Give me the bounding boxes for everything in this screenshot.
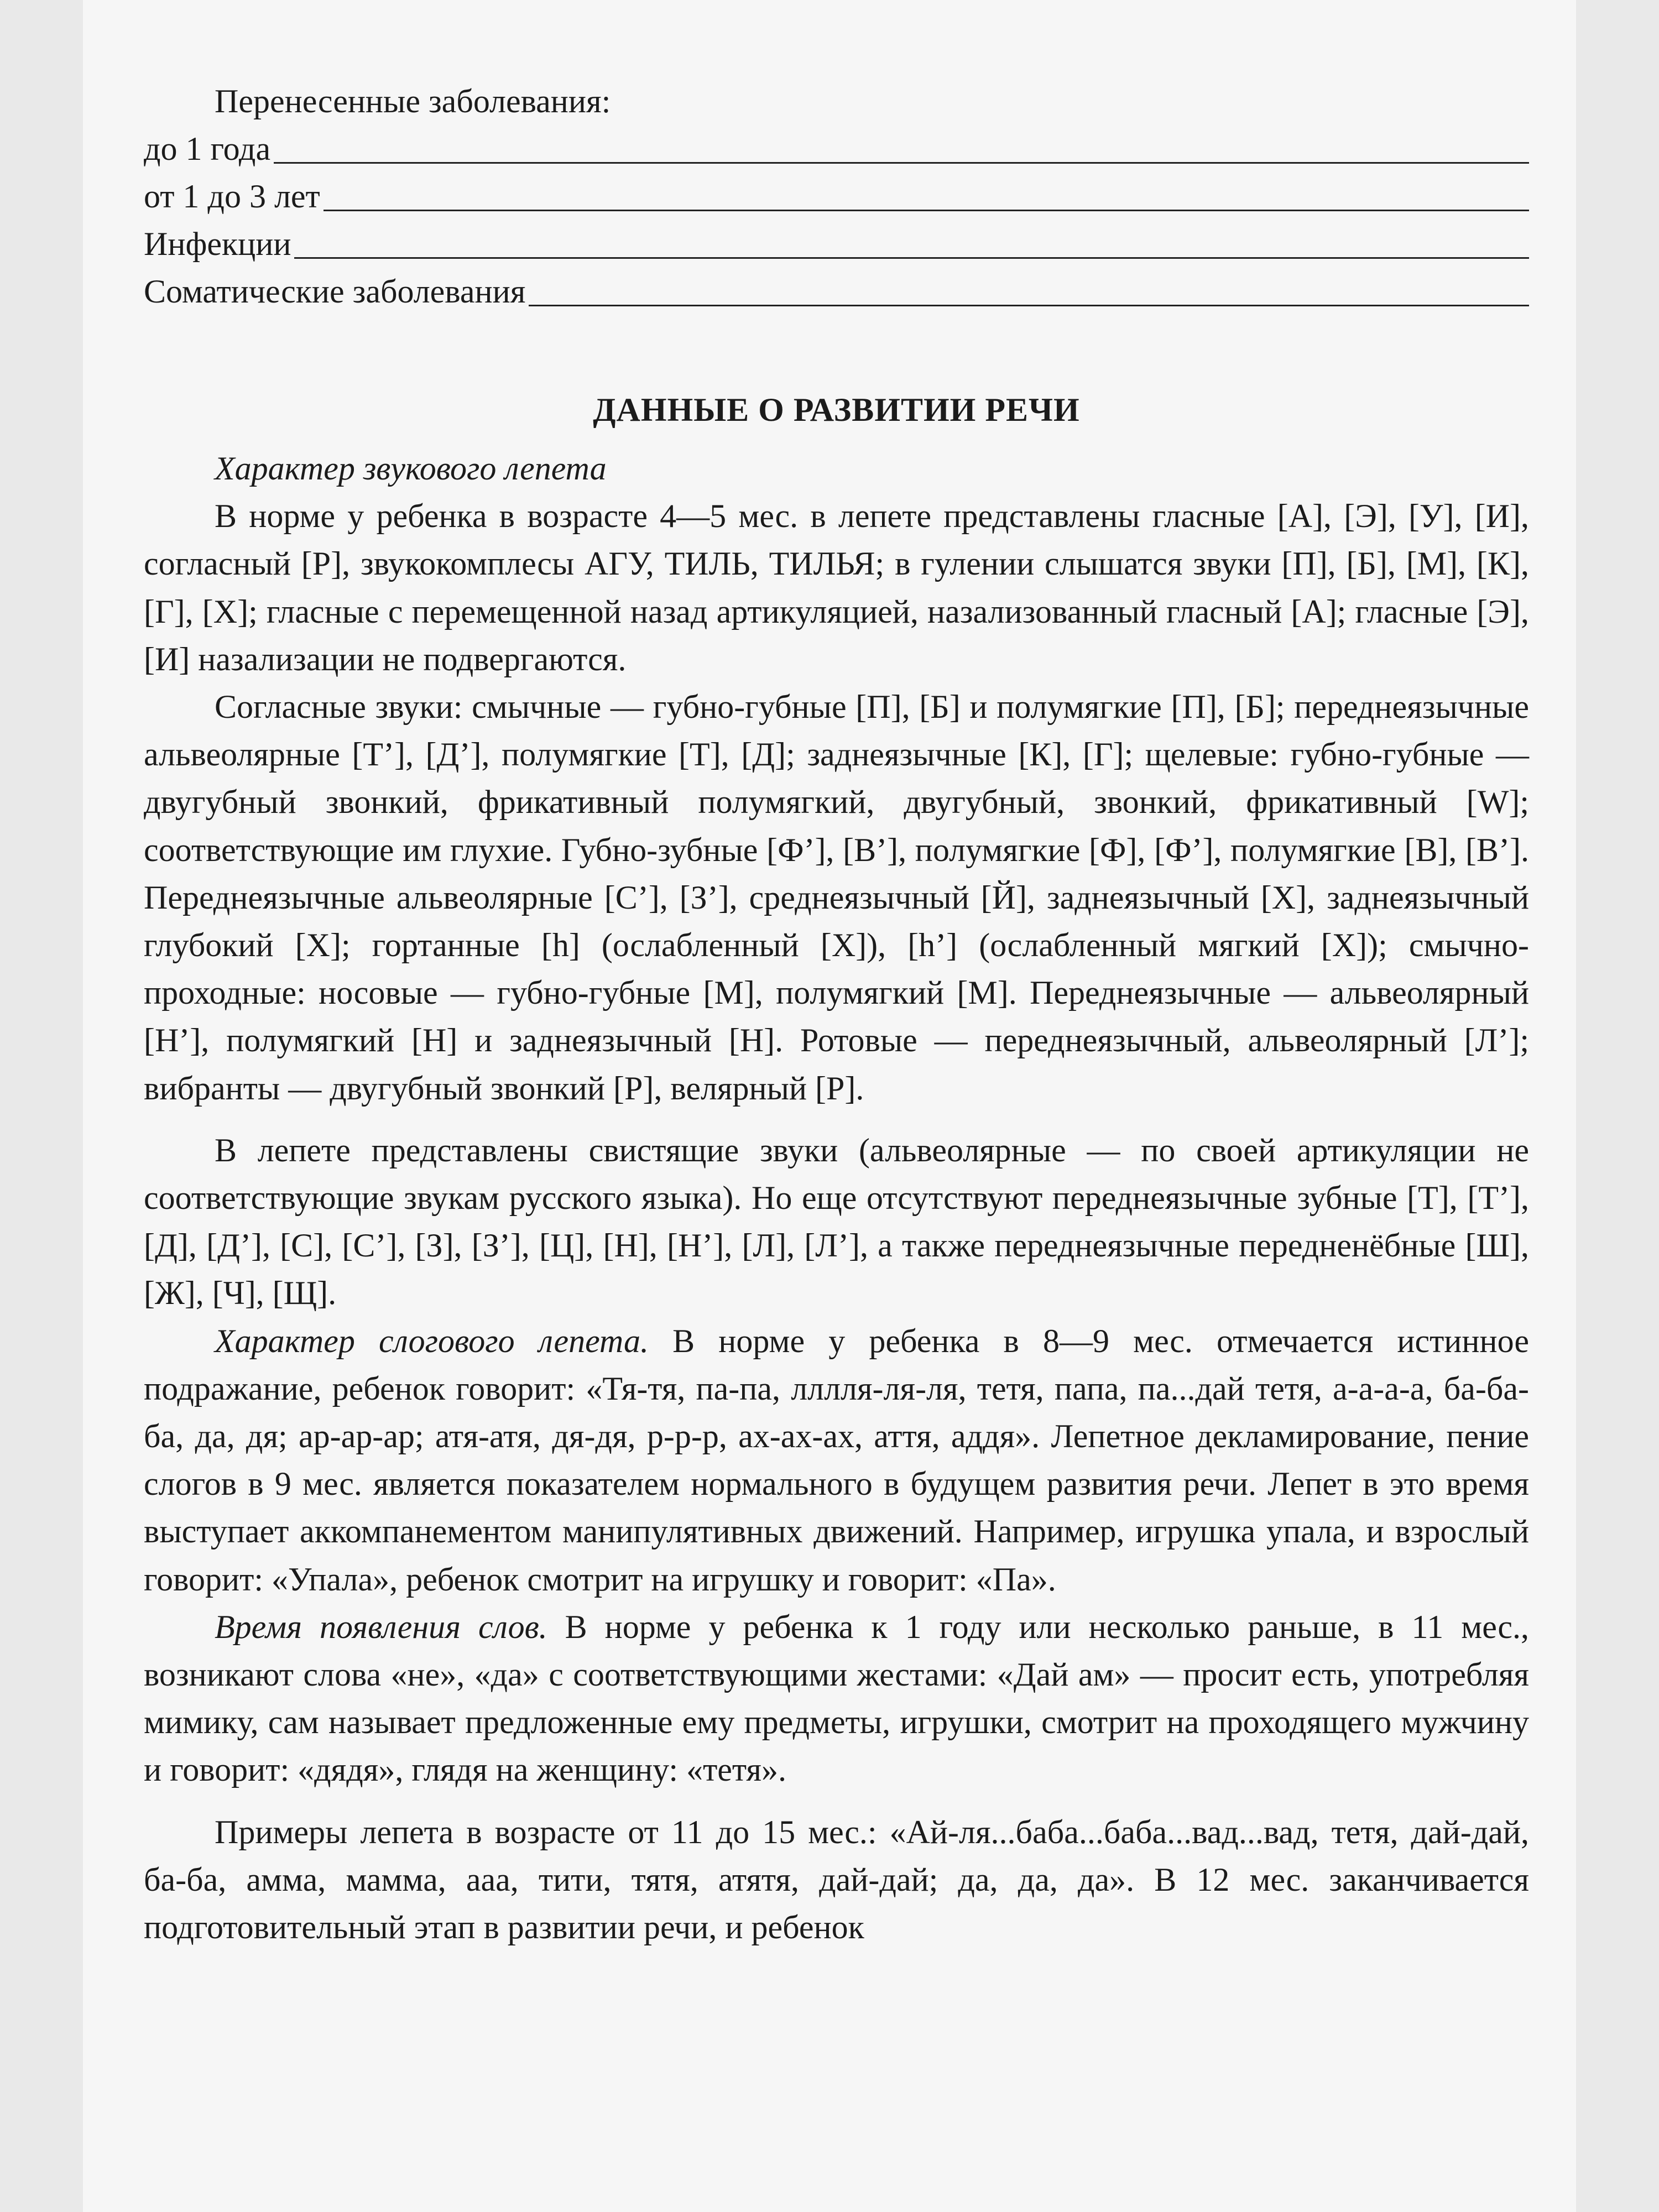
subsection-heading: Характер звукового лепета	[215, 450, 607, 487]
form-heading: Перенесенные заболевания:	[215, 83, 611, 119]
paragraph-text: В норме у ребенка к 1 году или несколько раньше, в 11 мес., возникают слова «не», «да» с соответствующими жестами: «Дай ам» — просит есть, употребляя мимику, сам называет предложенные ему предметы, игрушки, смотрит на проходящего мужчину и говорит: «дядя», глядя на женщину: «тетя».	[144, 1608, 1529, 1788]
paragraph-text: В норме у ребенка в 8—9 мес. отмечается истинное подражание, ребенок говорит: «Тя-тя, па-па, лллля-ля-ля, тетя, папа, па...дай тетя, а-а-а-а, ба-ба-ба, да, дя; ар-ар-ар; атя-атя, дя-дя, р-р-р, ах-ах-ах, аття, аддя». Лепетное декламирование, пение слогов в 9 мес. является показателем нормального в будущем развития речи. Лепет в это время выступает аккомпанементом манипулятивных движений. Например, игрушка упала, и взрослый говорит: «Упала», ребенок смотрит на игрушку и говорит: «Па».	[144, 1322, 1530, 1598]
paragraph-sound-babble: В норме у ребенка в возрасте 4—5 мес. в лепете представлены гласные [А], [Э], [У], [И], согласный [Р], звукокомплесы АГУ, ТИЛЬ, ТИЛЬЯ; в гулении слышатся звуки [П], [Б], [М], [К], [Г], [Х]; гласные с перемещенной назад артикуляцией, назализованный гласный [А]; гласные [Э], [И] назализации не подвергаются.	[144, 498, 1529, 677]
form-row-1-to-3-years	[144, 173, 1529, 220]
page-content	[144, 77, 1529, 1951]
book-page	[83, 0, 1576, 2212]
paragraph-consonants: Согласные звуки: смычные — губно-губные [П], [Б] и полумягкие [П], [Б]; переднеязычные альвеолярные [Т’], [Д’], полумягкие [Т], [Д]; заднеязычные [К], [Г]; щелевые: губно-губные — двугубный звонкий, фрикативный полумягкий, двугубный, звонкий, фрикативный [W]; соответствующие им глухие. Губно-зубные [Ф’], [В’], полумягкие [Ф], [Ф’], полумягкие [В], [В’]. Переднеязычные альвеолярные [С’], [З’], среднеязычный [Й], заднеязычный [Х], заднеязычный глубокий [Х]; гортанные [h] (ослабленный [Х]), [h’] (ослабленный мягкий [Х]); смычно-проходные: носовые — губно-губные [М], полумягкий [М]. Переднеязычные — альвеолярный [Н’], полумягкий [Н] и заднеязычный [Н]. Ротовые — переднеязычный, альвеолярный [Л’]; вибранты — двугубный звонкий [Р], велярный [Р].	[144, 688, 1529, 1107]
paragraph-babble-examples: Примеры лепета в возрасте от 11 до 15 мес.: «Ай-ля...баба...баба...вад...вад, тетя, дай-дай, ба-ба, амма, мамма, ааа, тити, тятя, атятя, дай-дай; да, да, да». В 12 мес. заканчивается подготовительный этап в развитии речи, и ребенок	[144, 1813, 1529, 1946]
paragraph-first-words	[144, 1603, 1529, 1794]
form-row-infections	[144, 220, 1529, 268]
illness-form	[144, 77, 1529, 315]
fill-in-line	[324, 209, 1529, 211]
fill-in-line	[274, 161, 1529, 164]
form-row-somatic	[144, 268, 1529, 315]
inline-subheading: Характер слогового лепета.	[215, 1322, 649, 1359]
form-row-under-1-year	[144, 125, 1529, 173]
form-row-label: Соматические заболевания	[144, 273, 526, 310]
paragraph-whistling-sounds: В лепете представлены свистящие звуки (альвеолярные — по своей артикуляции не соответствующие звукам русского языка). Но еще отсутствуют переднеязычные зубные [Т], [Т’], [Д], [Д’], [С], [С’], [З], [З’], [Ц], [Н], [Н’], [Л], [Л’], а также переднеязычные передненёбные [Ш], [Ж], [Ч], [Щ].	[144, 1131, 1529, 1312]
form-row-label: до 1 года	[144, 131, 271, 167]
section-title: ДАННЫЕ О РАЗВИТИИ РЕЧИ	[593, 392, 1080, 428]
fill-in-line	[294, 257, 1529, 259]
form-row-label: Инфекции	[144, 226, 291, 262]
form-row-label: от 1 до 3 лет	[144, 178, 320, 215]
inline-subheading: Время появления слов.	[215, 1608, 547, 1645]
fill-in-line	[529, 304, 1529, 306]
paragraph-syllable-babble	[144, 1317, 1529, 1603]
body-text	[144, 445, 1529, 1951]
